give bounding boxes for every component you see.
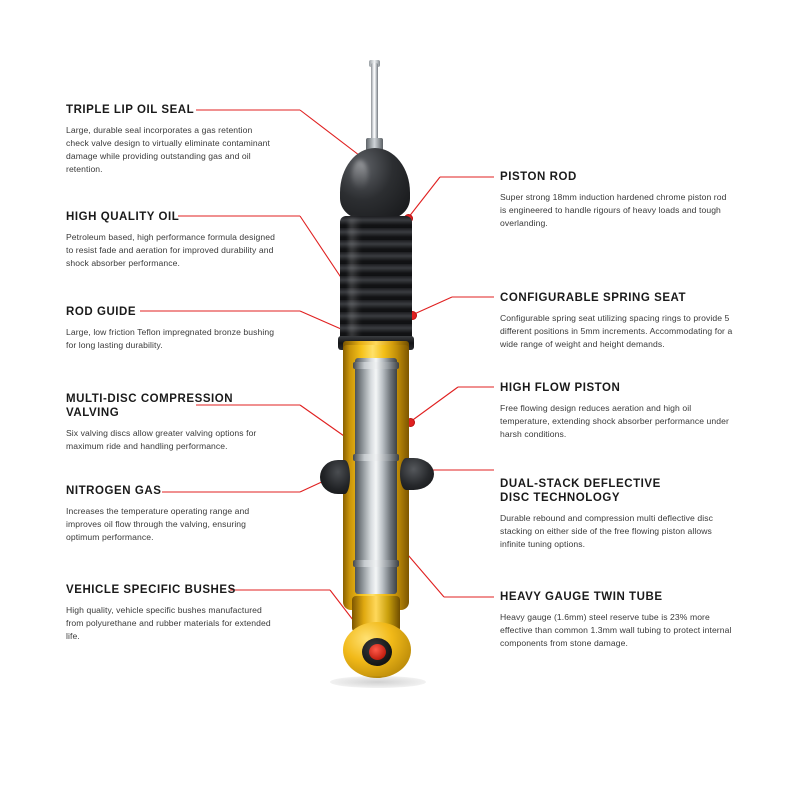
vehicle-specific-bush <box>369 644 386 660</box>
callout-title: VEHICLE SPECIFIC BUSHES <box>66 584 236 596</box>
callout-nitrogen-gas <box>66 484 276 544</box>
callout-body: Free flowing design reduces aeration and high oil temperature, extending shock absorber performance under harsh conditions. <box>500 403 729 439</box>
callout-piston-rod <box>500 170 735 230</box>
callout-title: MULTI-DISC COMPRESSION VALVING <box>66 393 234 419</box>
callout-title: ROD GUIDE <box>66 306 137 318</box>
callout-body: High quality, vehicle specific bushes manufactured from polyurethane and rubber materials for extended life. <box>66 605 271 641</box>
spring-seat-left <box>320 460 350 494</box>
callout-title: CONFIGURABLE SPRING SEAT <box>500 292 687 304</box>
callout-body: Super strong 18mm induction hardened chrome piston rod is engineered to handle rigours of heavy loads and tough overlanding. <box>500 192 727 228</box>
chrome-ring-mid <box>353 454 399 461</box>
callout-rod-guide <box>66 305 276 352</box>
spring-seat-right <box>400 458 434 490</box>
callout-multi-disc-compression-valving <box>66 392 266 453</box>
callout-dual-stack-deflective-disc-technology <box>500 477 735 551</box>
dust-cover-bell <box>340 148 410 220</box>
callout-body: Heavy gauge (1.6mm) steel reserve tube is 23% more effective than common 1.3mm wall tubing to protect internal components from stone damage. <box>500 612 732 648</box>
callout-body: Six valving discs allow greater valving options for maximum ride and handling performance. <box>66 428 257 451</box>
callout-title: DUAL-STACK DEFLECTIVE DISC TECHNOLOGY <box>500 478 661 504</box>
callout-title: HEAVY GAUGE TWIN TUBE <box>500 591 663 603</box>
callout-body: Large, durable seal incorporates a gas retention check valve design to virtually eliminate contaminant damage while providing outstanding gas and oil retention. <box>66 125 270 174</box>
callout-configurable-spring-seat <box>500 291 735 351</box>
callout-high-quality-oil <box>66 210 276 270</box>
callout-title: HIGH FLOW PISTON <box>500 382 621 394</box>
callout-vehicle-specific-bushes <box>66 583 276 643</box>
bell-highlight <box>352 160 368 190</box>
callout-body: Large, low friction Teflon impregnated bronze bushing for long lasting durability. <box>66 327 275 350</box>
callout-body: Increases the temperature operating range and improves oil flow through the valving, ensuring optimum performance. <box>66 506 250 542</box>
drop-shadow <box>330 676 426 688</box>
chrome-ring-lower <box>353 560 399 567</box>
callout-body: Petroleum based, high performance formula designed to resist fade and aeration for improved durability and shock absorber performance. <box>66 232 275 268</box>
shock-absorber-illustration <box>300 40 500 700</box>
callout-title: NITROGEN GAS <box>66 485 162 497</box>
callout-heavy-gauge-twin-tube <box>500 590 735 650</box>
callout-title: HIGH QUALITY OIL <box>66 211 180 223</box>
boot-highlight <box>349 218 361 342</box>
callout-title: TRIPLE LIP OIL SEAL <box>66 104 195 116</box>
callout-body: Durable rebound and compression multi deflective disc stacking on either side of the free flowing piston allows infinite tuning options. <box>500 513 713 549</box>
chrome-inner-tube <box>355 358 397 594</box>
callout-body: Configurable spring seat utilizing spacing rings to provide 5 different positions in 5mm increments. Accommodating for a wide range of weight and height demands. <box>500 313 733 349</box>
callout-title: PISTON ROD <box>500 171 577 183</box>
callout-high-flow-piston <box>500 381 735 441</box>
chrome-ring-upper <box>353 362 399 369</box>
callout-triple-lip-oil-seal <box>66 103 276 176</box>
